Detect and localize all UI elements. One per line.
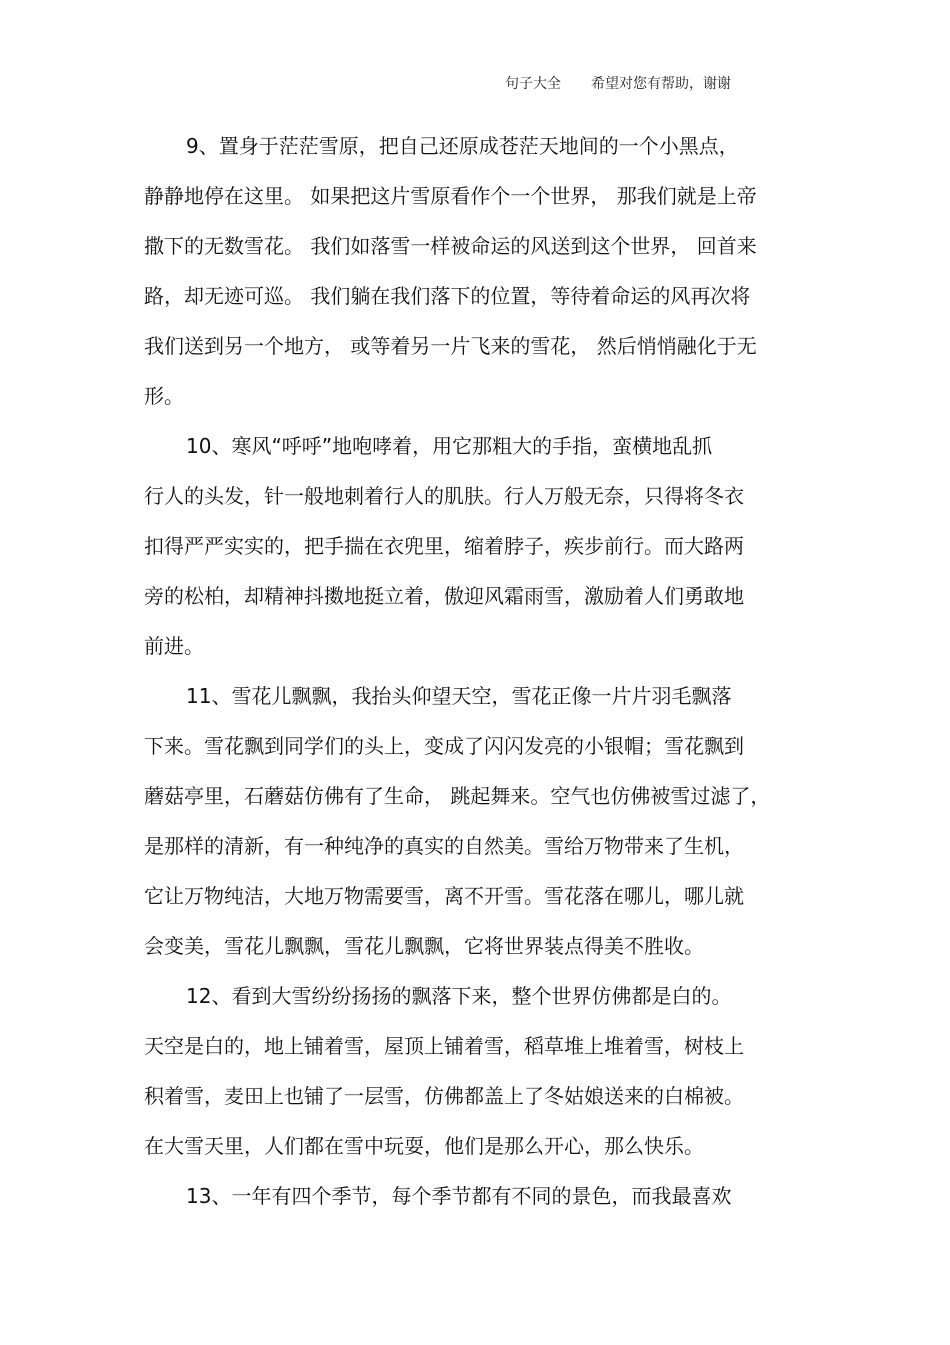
paragraph-11	[144, 678, 814, 978]
text-line: 13、一年有四个季节，每个季节都有不同的景色，而我最喜欢	[186, 1184, 732, 1208]
text-line: 下来。雪花飘到同学们的头上，变成了闪闪发亮的小银帽；雪花飘到	[144, 734, 744, 758]
paragraph-9	[144, 128, 814, 428]
text-line: 12、看到大雪纷纷扬扬的飘落下来，整个世界仿佛都是白的。	[186, 984, 732, 1008]
paragraph-12	[144, 978, 814, 1178]
header-left-text: 句子大全	[505, 76, 561, 92]
text-line: 天空是白的，地上铺着雪，屋顶上铺着雪，稻草堆上堆着雪，树枝上	[144, 1034, 744, 1058]
text-line: 会变美，雪花儿飘飘，雪花儿飘飘，它将世界装点得美不胜收。	[144, 934, 704, 958]
text-line: 积着雪，麦田上也铺了一层雪，仿佛都盖上了冬姑娘送来的白棉被。	[144, 1084, 744, 1108]
text-line: 前进。	[144, 634, 204, 658]
text-line: 旁的松柏，却精神抖擞地挺立着，傲迎风霜雨雪，激励着人们勇敢地	[144, 584, 744, 608]
text-line: 我们送到另一个地方， 或等着另一片飞来的雪花， 然后悄悄融化于无	[144, 334, 757, 358]
text-line: 扣得严严实实的，把手揣在衣兜里，缩着脖子，疾步前行。而大路两	[144, 534, 744, 558]
text-line: 路，却无迹可巡。 我们躺在我们落下的位置，等待着命运的风再次将	[144, 284, 751, 308]
text-line: 是那样的清新，有一种纯净的真实的自然美。雪给万物带来了生机，	[144, 834, 744, 858]
text-line: 9、置身于茫茫雪原，把自己还原成苍茫天地间的一个小黑点，	[186, 134, 739, 158]
text-line: 蘑菇亭里，石蘑菇仿佛有了生命， 跳起舞来。空气也仿佛被雪过滤了，	[144, 784, 771, 808]
text-line: 它让万物纯洁，大地万物需要雪，离不开雪。雪花落在哪儿，哪儿就	[144, 884, 744, 908]
paragraph-13	[144, 1178, 814, 1228]
text-line: 形。	[144, 384, 184, 408]
paragraph-10	[144, 428, 814, 678]
text-line: 在大雪天里，人们都在雪中玩耍，他们是那么开心，那么快乐。	[144, 1134, 704, 1158]
text-line: 10、寒风“呼呼”地咆哮着，用它那粗大的手指，蛮横地乱抓	[186, 434, 713, 458]
page-header	[505, 74, 731, 94]
text-line: 静静地停在这里。 如果把这片雪原看作个一个世界， 那我们就是上帝	[144, 184, 757, 208]
text-line: 行人的头发，针一般地刺着行人的肌肤。行人万般无奈，只得将冬衣	[144, 484, 744, 508]
header-right-text: 希望对您有帮助，谢谢	[591, 76, 731, 92]
text-line: 撒下的无数雪花。 我们如落雪一样被命运的风送到这个世界， 回首来	[144, 234, 757, 258]
text-line: 11、雪花儿飘飘，我抬头仰望天空，雪花正像一片片羽毛飘落	[186, 684, 732, 708]
document-body	[144, 128, 814, 1228]
